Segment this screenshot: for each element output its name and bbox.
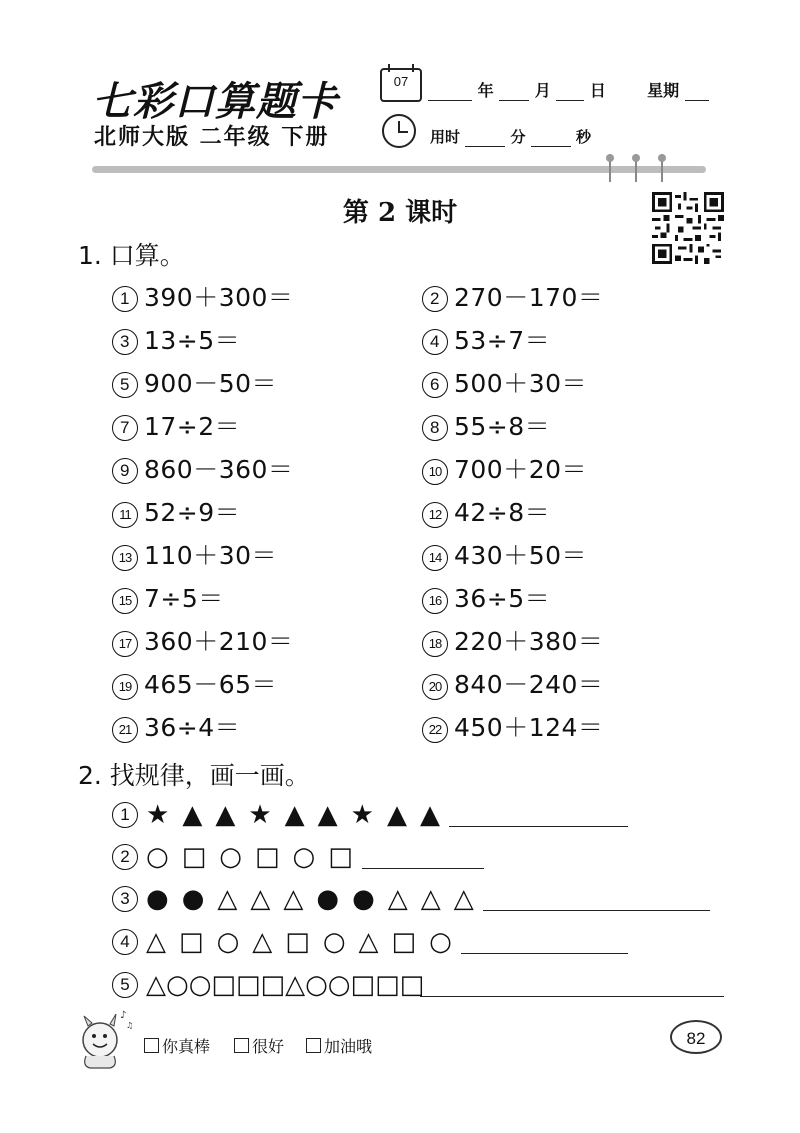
pattern-shape: ○	[219, 842, 242, 872]
pattern-shape: ▲	[182, 800, 203, 830]
pattern-shape: □	[350, 970, 376, 1000]
problem-number: 11	[112, 502, 138, 528]
problem-expression: 7÷5＝	[144, 584, 224, 613]
problem-expression: 36÷5＝	[454, 584, 551, 613]
pattern-shape: ○	[216, 927, 240, 957]
pattern-shape: □	[211, 970, 236, 1000]
pin-icon	[658, 154, 666, 182]
problem-item	[112, 450, 293, 486]
problem-number: 12	[422, 502, 448, 528]
pattern-shape: ●	[146, 884, 169, 914]
answer-line[interactable]	[420, 996, 724, 997]
problem-expression: 840－240＝	[454, 670, 604, 699]
problem-number: 20	[422, 674, 448, 700]
problem-item	[422, 536, 587, 572]
pattern-shape: ○	[327, 970, 351, 1000]
problem-item	[112, 364, 277, 400]
problem-number: 9	[112, 458, 138, 484]
pattern-shape: □	[328, 842, 353, 872]
problem-item	[112, 278, 293, 314]
q1-heading: 1. 口算。	[78, 241, 185, 270]
checkbox-icon[interactable]	[306, 1038, 321, 1053]
pattern-shape: □	[254, 842, 280, 872]
pattern-shape: ○	[166, 970, 189, 1000]
problem-expression: 430＋50＝	[454, 541, 588, 570]
pattern-row	[112, 884, 487, 914]
seconds-label: 秒	[575, 128, 591, 146]
problem-expression: 36÷4＝	[144, 713, 241, 742]
pattern-shape: △	[250, 884, 271, 914]
pattern-shape: △	[283, 884, 304, 914]
problem-item	[112, 407, 240, 443]
problem-number: 7	[112, 415, 138, 441]
minutes-blank[interactable]	[465, 132, 505, 147]
pin-icon	[632, 154, 640, 182]
pattern-shape: ●	[352, 884, 375, 914]
pattern-shape: △	[217, 884, 238, 914]
pattern-number: 3	[112, 886, 138, 912]
problem-number: 18	[422, 631, 448, 657]
problem-expression: 360＋210＝	[144, 627, 294, 656]
month-label: 月	[534, 81, 551, 100]
rating-keep-trying-label: 加油哦	[324, 1037, 373, 1056]
time-line	[430, 126, 591, 147]
seconds-blank[interactable]	[531, 132, 571, 147]
problem-item	[422, 364, 587, 400]
pattern-shape: △	[453, 884, 474, 914]
rating-excellent[interactable]	[144, 1034, 210, 1057]
svg-text:♪: ♪	[120, 1010, 127, 1021]
pattern-shape: ○	[146, 842, 169, 872]
rating-keep-trying[interactable]	[306, 1034, 372, 1057]
problem-expression: 860－360＝	[144, 455, 294, 484]
pattern-shape: △	[387, 884, 408, 914]
lesson-title: 第 2 课时	[342, 198, 458, 228]
time-label: 用时	[430, 128, 461, 146]
problem-number: 8	[422, 415, 448, 441]
problem-expression: 42÷8＝	[454, 498, 551, 527]
problem-number: 14	[422, 545, 448, 571]
problem-expression: 500＋30＝	[454, 369, 588, 398]
day-label: 日	[589, 81, 606, 100]
pattern-shape: ●	[316, 884, 340, 914]
calendar-day: 07	[393, 74, 409, 89]
problem-item	[422, 278, 603, 314]
answer-line[interactable]	[362, 868, 484, 869]
qr-code-icon[interactable]	[652, 192, 724, 264]
pattern-shape: ▲	[317, 800, 338, 830]
pattern-shape: ▲	[284, 800, 305, 830]
pattern-shape: □	[260, 970, 286, 1000]
problem-expression: 52÷9＝	[144, 498, 241, 527]
answer-line[interactable]	[483, 910, 710, 911]
pattern-shape: ★	[350, 800, 374, 830]
problem-item	[112, 665, 277, 701]
pattern-shape: □	[179, 927, 204, 957]
problem-expression: 17÷2＝	[144, 412, 241, 441]
problem-number: 21	[112, 717, 138, 743]
pattern-shape: ○	[188, 970, 212, 1000]
problem-number: 15	[112, 588, 138, 614]
weekday-blank[interactable]	[685, 86, 709, 101]
problem-expression: 53÷7＝	[454, 326, 551, 355]
pattern-shape: □	[181, 842, 207, 872]
year-blank[interactable]	[428, 86, 472, 101]
problem-expression: 390＋300＝	[144, 283, 294, 312]
problem-item	[422, 407, 550, 443]
problem-item	[112, 536, 277, 572]
year-label: 年	[477, 81, 494, 100]
pattern-shape: □	[399, 970, 425, 1000]
pattern-shape: △	[252, 927, 273, 957]
pattern-shape: □	[375, 970, 400, 1000]
pattern-shape: ○	[292, 842, 316, 872]
problem-item	[422, 450, 587, 486]
pattern-row	[112, 842, 366, 872]
problem-item	[112, 321, 240, 357]
problem-expression: 700＋20＝	[454, 455, 588, 484]
problem-expression: 13÷5＝	[144, 326, 241, 355]
checkbox-icon[interactable]	[234, 1038, 249, 1053]
problem-number: 2	[422, 286, 448, 312]
pattern-number: 2	[112, 844, 138, 870]
pattern-shape: ▲	[215, 800, 236, 830]
edition-label: 北师大版 二年级 下册	[94, 125, 330, 150]
brand-title: 七彩口算题卡	[92, 78, 338, 125]
problem-expression: 450＋124＝	[454, 713, 604, 742]
problem-number: 5	[112, 372, 138, 398]
problem-item	[422, 665, 603, 701]
rating-good-label: 很好	[252, 1037, 285, 1056]
problem-item	[422, 622, 603, 658]
clock-icon	[382, 114, 416, 148]
problem-number: 19	[112, 674, 138, 700]
pattern-number: 5	[112, 972, 138, 998]
pattern-shape: □	[235, 970, 261, 1000]
date-line	[428, 78, 709, 101]
problem-item	[422, 579, 550, 615]
day-blank[interactable]	[556, 86, 584, 101]
problem-number: 4	[422, 329, 448, 355]
problem-expression: 900－50＝	[144, 369, 278, 398]
answer-line[interactable]	[449, 826, 628, 827]
pattern-row	[112, 927, 465, 957]
pattern-shape: △	[146, 927, 166, 957]
problem-item	[112, 493, 240, 529]
problem-number: 1	[112, 286, 138, 312]
problem-item	[112, 579, 224, 615]
problem-item	[422, 321, 550, 357]
pattern-shape: △	[420, 884, 441, 914]
problem-number: 17	[112, 631, 138, 657]
minutes-label: 分	[510, 128, 526, 146]
svg-text:♫: ♫	[126, 1021, 134, 1030]
problem-item	[112, 708, 240, 744]
checkbox-icon[interactable]	[144, 1038, 159, 1053]
problem-expression: 110＋30＝	[144, 541, 278, 570]
pattern-shape: □	[391, 927, 417, 957]
problem-item	[112, 622, 293, 658]
problem-number: 16	[422, 588, 448, 614]
q2-heading: 2. 找规律，画一画。	[78, 761, 310, 790]
problem-item	[422, 493, 550, 529]
pattern-number: 4	[112, 929, 138, 955]
problem-expression: 465－65＝	[144, 670, 278, 699]
rating-excellent-label: 你真棒	[162, 1037, 211, 1056]
problem-item	[422, 708, 603, 744]
pattern-shape: ○	[429, 927, 452, 957]
pattern-shape: △	[358, 927, 379, 957]
calendar-icon	[380, 68, 422, 102]
month-blank[interactable]	[499, 86, 529, 101]
pattern-shape: △	[285, 970, 306, 1000]
pattern-shape: ★	[248, 800, 272, 830]
problem-expression: 220＋380＝	[454, 627, 604, 656]
pattern-row	[112, 800, 453, 830]
problem-number: 13	[112, 545, 138, 571]
pattern-row	[112, 970, 424, 1000]
rating-good[interactable]	[234, 1034, 284, 1057]
page-number: 82	[670, 1020, 722, 1054]
pattern-shape: ○	[322, 927, 346, 957]
pattern-shape: ▲	[386, 800, 407, 830]
pin-icon	[606, 154, 614, 182]
problem-number: 22	[422, 717, 448, 743]
problem-number: 10	[422, 459, 448, 485]
problem-number: 3	[112, 329, 138, 355]
pattern-shape: ★	[146, 800, 170, 830]
mascot-illustration	[72, 1006, 134, 1070]
pattern-shape: ○	[305, 970, 328, 1000]
answer-line[interactable]	[461, 953, 628, 954]
weekday-label: 星期	[647, 81, 680, 100]
pattern-shape: ●	[181, 884, 205, 914]
problem-expression: 270－170＝	[454, 283, 604, 312]
problem-number: 6	[422, 372, 448, 398]
pattern-shape: □	[285, 927, 310, 957]
pattern-number: 1	[112, 802, 138, 828]
problem-expression: 55÷8＝	[454, 412, 551, 441]
pattern-shape: ▲	[419, 800, 440, 830]
pattern-shape: △	[146, 970, 166, 1000]
